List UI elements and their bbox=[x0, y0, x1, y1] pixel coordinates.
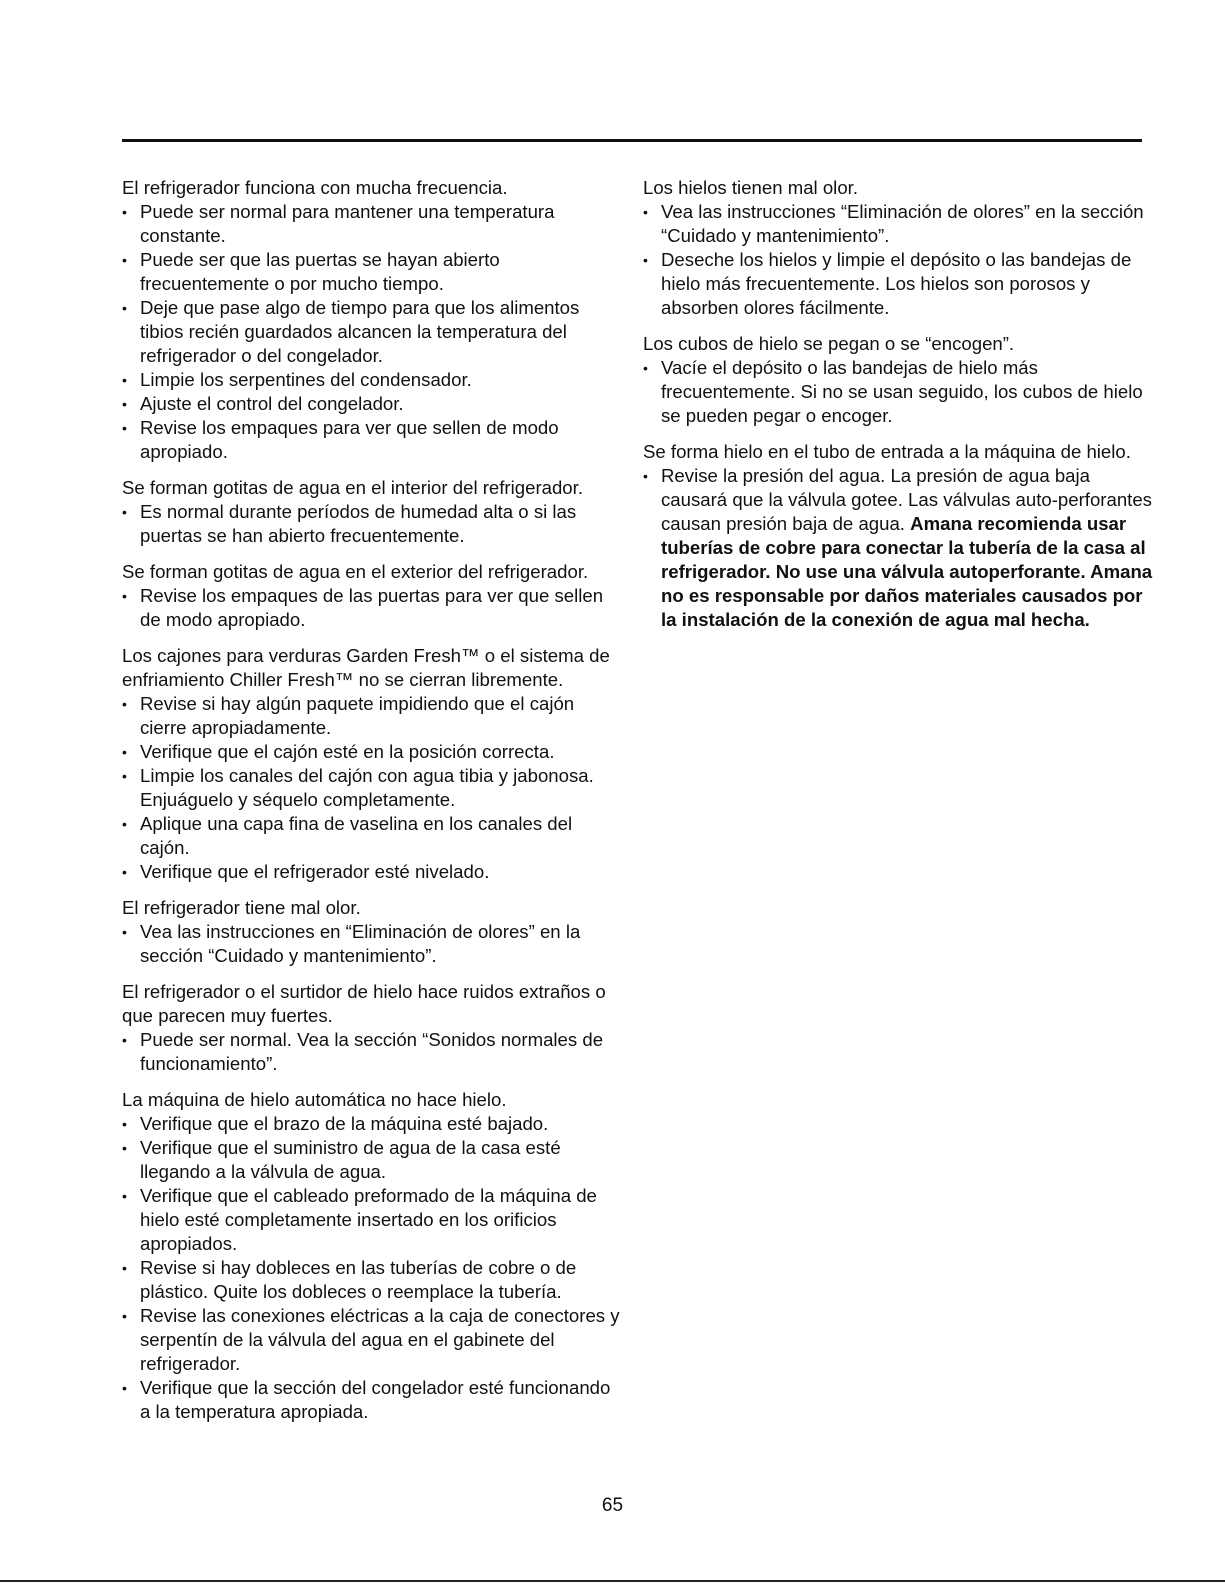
list-item: • Verifique que la sección del congelador esté funcionando a la temperatura apropiada. bbox=[122, 1376, 622, 1424]
section-runs-frequently bbox=[122, 176, 622, 464]
section-ice-odor bbox=[643, 176, 1155, 320]
section-heading: El refrigerador funciona con mucha frecuencia. bbox=[122, 177, 508, 198]
warning-note: Amana recomienda usar tuberías de cobre para conectar la tubería de la casa al refrigerador. No use una válvula autoperforante. Amana no es responsable por daños materiales causados por la instalación de la conexión de agua mal hecha. bbox=[661, 513, 1153, 630]
section-heading: Los cajones para verduras Garden Fresh™ o el sistema de enfriamiento Chiller Fresh™ no se cierran libremente. bbox=[122, 645, 610, 690]
bullet-list bbox=[122, 200, 622, 464]
section-heading: Se forman gotitas de agua en el interior del refrigerador. bbox=[122, 477, 583, 498]
right-column bbox=[643, 176, 1155, 644]
list-item: • Revise si hay algún paquete impidiendo que el cajón cierre apropiadamente. bbox=[122, 692, 622, 740]
list-item: • Revise los empaques de las puertas para ver que sellen de modo apropiado. bbox=[122, 584, 622, 632]
section-heading: El refrigerador o el surtidor de hielo hace ruidos extraños o que parecen muy fuertes. bbox=[122, 981, 606, 1026]
list-item: • Limpie los serpentines del condensador. bbox=[122, 368, 622, 392]
list-item: • Revise si hay dobleces en las tuberías de cobre o de plástico. Quite los dobleces o reemplace la tubería. bbox=[122, 1256, 622, 1304]
list-item: • Verifique que el cableado preformado de la máquina de hielo esté completamente insertado en los orificios apropiados. bbox=[122, 1184, 622, 1256]
bullet-list bbox=[643, 200, 1155, 320]
section-interior-droplets bbox=[122, 476, 622, 548]
list-item: • Ajuste el control del congelador. bbox=[122, 392, 622, 416]
list-item: • Verifique que el refrigerador esté nivelado. bbox=[122, 860, 622, 884]
section-heading: Los cubos de hielo se pegan o se “encogen”. bbox=[643, 333, 1015, 354]
list-item: • Puede ser normal para mantener una temperatura constante. bbox=[122, 200, 622, 248]
list-item: • Es normal durante períodos de humedad alta o si las puertas se han abierto frecuentemente. bbox=[122, 500, 622, 548]
section-bad-odor bbox=[122, 896, 622, 968]
section-ice-in-tube bbox=[643, 440, 1155, 632]
list-item: • Revise las conexiones eléctricas a la caja de conectores y serpentín de la válvula del agua en el gabinete del refrigerador. bbox=[122, 1304, 622, 1376]
list-item: • Verifique que el cajón esté en la posición correcta. bbox=[122, 740, 622, 764]
left-column bbox=[122, 176, 622, 1436]
page-number: 65 bbox=[601, 1495, 624, 1516]
list-item: • Vea las instrucciones en “Eliminación de olores” en la sección “Cuidado y mantenimiento”. bbox=[122, 920, 622, 968]
list-item bbox=[643, 464, 1155, 632]
header-rule bbox=[122, 139, 1142, 142]
section-heading: El refrigerador tiene mal olor. bbox=[122, 897, 361, 918]
list-item: • Verifique que el brazo de la máquina esté bajado. bbox=[122, 1112, 622, 1136]
bullet-list bbox=[122, 584, 622, 632]
section-noises bbox=[122, 980, 622, 1076]
footer-rule bbox=[0, 1580, 1225, 1582]
bullet-list bbox=[122, 920, 622, 968]
list-item: • Aplique una capa fina de vaselina en los canales del cajón. bbox=[122, 812, 622, 860]
list-item: • Puede ser que las puertas se hayan abierto frecuentemente o por mucho tiempo. bbox=[122, 248, 622, 296]
bullet-list bbox=[643, 464, 1155, 632]
section-ice-cubes-stick bbox=[643, 332, 1155, 428]
list-item: • Vacíe el depósito o las bandejas de hielo más frecuentemente. Si no se usan seguido, los cubos de hielo se pueden pegar o encoger. bbox=[643, 356, 1155, 428]
list-item: • Vea las instrucciones “Eliminación de olores” en la sección “Cuidado y mantenimiento”. bbox=[643, 200, 1155, 248]
section-drawers bbox=[122, 644, 622, 884]
list-item: • Puede ser normal. Vea la sección “Sonidos normales de funcionamiento”. bbox=[122, 1028, 622, 1076]
bullet-list bbox=[122, 1112, 622, 1424]
bullet-list bbox=[643, 356, 1155, 428]
section-heading: Se forma hielo en el tubo de entrada a la máquina de hielo. bbox=[643, 441, 1131, 462]
list-item: • Revise los empaques para ver que sellen de modo apropiado. bbox=[122, 416, 622, 464]
list-item: • Limpie los canales del cajón con agua tibia y jabonosa. Enjuáguelo y séquelo completamente. bbox=[122, 764, 622, 812]
list-item: • Deje que pase algo de tiempo para que los alimentos tibios recién guardados alcancen la temperatura del refrigerador o del congelador. bbox=[122, 296, 622, 368]
list-item: • Deseche los hielos y limpie el depósito o las bandejas de hielo más frecuentemente. Los hielos son porosos y absorben olores fácilmente. bbox=[643, 248, 1155, 320]
bullet-list bbox=[122, 1028, 622, 1076]
bullet-list bbox=[122, 692, 622, 884]
section-icemaker-no-ice bbox=[122, 1088, 622, 1424]
bullet-list bbox=[122, 500, 622, 548]
section-exterior-droplets bbox=[122, 560, 622, 632]
list-item: • Verifique que el suministro de agua de la casa esté llegando a la válvula de agua. bbox=[122, 1136, 622, 1184]
list-item-text: Revise la presión del agua. La presión de agua baja causará que la válvula gotee. Las válvulas auto-perforantes causan presión baja de agua. bbox=[661, 465, 1152, 534]
section-heading: Los hielos tienen mal olor. bbox=[643, 177, 858, 198]
section-heading: La máquina de hielo automática no hace hielo. bbox=[122, 1089, 507, 1110]
section-heading: Se forman gotitas de agua en el exterior del refrigerador. bbox=[122, 561, 589, 582]
